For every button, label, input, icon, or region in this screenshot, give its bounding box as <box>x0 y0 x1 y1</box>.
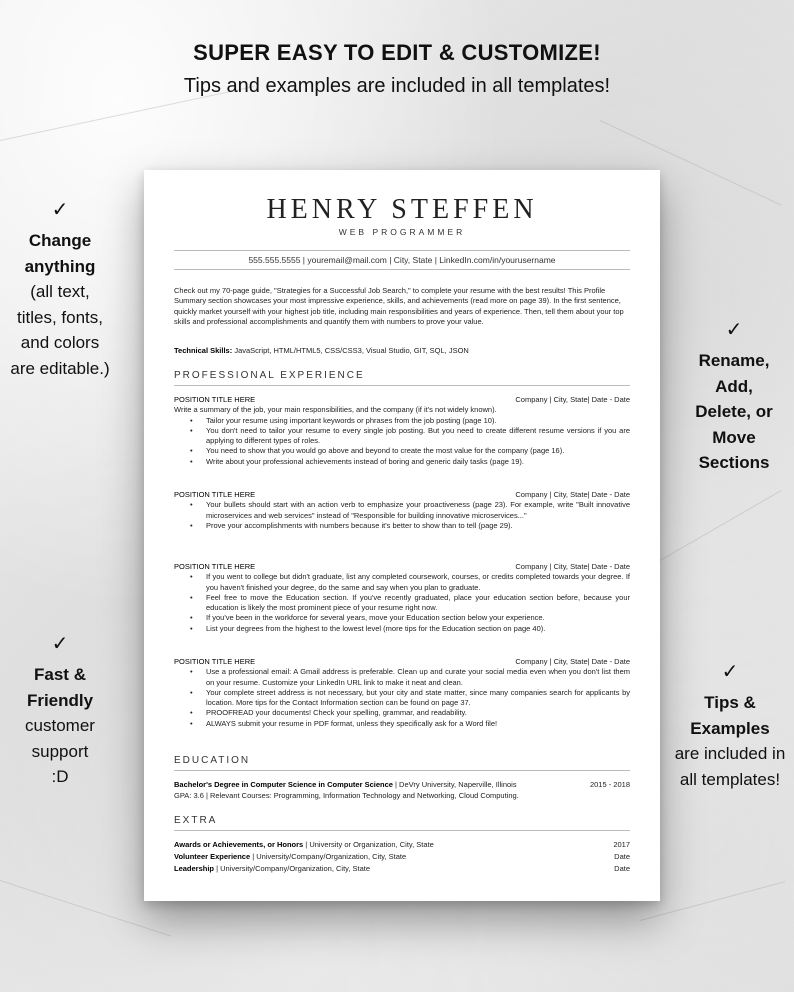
resume-role: WEB PROGRAMMER <box>338 227 466 237</box>
checkmark-icon: ✓ <box>51 199 69 221</box>
job-bullet: • Feel free to move the Education section. If you've recently graduated, place your education section before, because your education is likely the most prominent piece of your resume right now. <box>206 593 630 614</box>
resume-page <box>144 170 660 901</box>
callout-change-anything: ✓ Change anything (all text, titles, fonts, and colors are editable.) <box>0 198 120 381</box>
job-bullet: • If you went to college but didn't graduate, list any completed coursework, courses, or credits completed towards your degree. If you haven't finished your degree, do the same and say when you plan to graduate. <box>206 572 630 593</box>
job-bullet: • Tailor your resume using important keywords or phrases from the job posting (page 10). <box>206 416 630 426</box>
job-bullet: • Your complete street address is not necessary, but your city and state matter, since many companies search for applicants by location. More tips for the Contact Information section can be found on page 37. <box>206 688 630 709</box>
job-entry <box>174 395 630 467</box>
degree: Bachelor's Degree in Computer Science in Computer Science <box>174 780 393 789</box>
job-bullet: • Your bullets should start with an action verb to emphasize your proactiveness (page 23). For example, write "Built innovative microservices and web services" instead of "Responsible for building innovative microservices..." <box>206 500 630 521</box>
job-summary: Write a summary of the job, your main responsibilities, and the company (if it's not widely known). <box>174 405 497 415</box>
extra-entry: Awards or Achievements, or Honors | University or Organization, City, State 2017 <box>174 840 630 849</box>
job-bullet: • You don't need to tailor your resume to every single job posting. But you need to create different resume versions if you are applying to different types of roles. <box>206 426 630 447</box>
education-dates: 2015 - 2018 <box>589 780 630 789</box>
divider <box>174 250 630 251</box>
section-heading-education: EDUCATION <box>174 755 251 766</box>
checkmark-icon: ✓ <box>721 661 739 683</box>
job-bullet: • List your degrees from the highest to the lowest level (more tips for the Education section on page 40). <box>206 624 630 634</box>
education-details: GPA: 3.6 | Relevant Courses: Programming, Information Technology and Networking, Cloud Computing. <box>174 791 519 800</box>
page-title: SUPER EASY TO EDIT & CUSTOMIZE! <box>193 40 601 65</box>
job-bullet: • Prove your accomplishments with numbers because it's better to show than to tell (page 29). <box>206 521 630 531</box>
page-subtitle: Tips and examples are included in all templates! <box>183 75 611 97</box>
divider <box>174 830 630 831</box>
resume-name: HENRY STEFFEN <box>266 194 538 225</box>
job-meta: Company | City, State| Date - Date <box>515 657 630 666</box>
job-bullet: • PROOFREAD your documents! Check your spelling, grammar, and readability. <box>206 708 630 718</box>
job-entry <box>174 490 630 531</box>
job-title: POSITION TITLE HERE <box>174 395 256 404</box>
job-meta: Company | City, State| Date - Date <box>515 395 630 404</box>
callout-tips: ✓ Tips & Examples are included in all templates! <box>665 660 794 792</box>
job-meta: Company | City, State| Date - Date <box>515 490 630 499</box>
job-bullet: • Use a professional email: A Gmail address is preferable. Clean up and curate your social media even when you don't list them on your resume. Customize your LinkedIn URL link to make it neat and clean. <box>206 667 630 688</box>
callout-sections: ✓ Rename, Add, Delete, or Move Sections <box>678 318 790 476</box>
divider <box>174 385 630 386</box>
job-title: POSITION TITLE HERE <box>174 657 256 666</box>
divider <box>174 269 630 270</box>
checkmark-icon: ✓ <box>51 633 69 655</box>
contact-line: 555.555.5555 | youremail@mail.com | City, State | LinkedIn.com/in/yourusername <box>248 255 556 265</box>
job-bullet: • If you've been in the workforce for several years, move your Education section below your experience. <box>206 613 630 623</box>
job-bullet: • Write about your professional achievements instead of boring and generic daily tasks (page 19). <box>206 457 630 467</box>
school: | DeVry University, Naperville, Illinois <box>392 780 517 789</box>
extra-entry: Volunteer Experience | University/Company/Organization, City, State Date <box>174 852 630 861</box>
technical-skills: Technical Skills: JavaScript, HTML/HTML5, CSS/CSS3, Visual Studio, GIT, SQL, JSON <box>174 346 469 355</box>
job-title: POSITION TITLE HERE <box>174 562 256 571</box>
job-title: POSITION TITLE HERE <box>174 490 256 499</box>
divider <box>174 770 630 771</box>
job-entry <box>174 657 630 729</box>
job-meta: Company | City, State| Date - Date <box>515 562 630 571</box>
checkmark-icon: ✓ <box>725 319 743 341</box>
section-heading-extra: EXTRA <box>174 815 218 826</box>
job-bullet: • ALWAYS submit your resume in PDF format, unless they specifically ask for a Word file! <box>206 719 630 729</box>
extra-entry: Leadership | University/Company/Organization, City, State Date <box>174 864 630 873</box>
section-heading-experience: PROFESSIONAL EXPERIENCE <box>174 370 365 381</box>
job-entry <box>174 562 630 634</box>
job-bullet: • You need to show that you would go above and beyond to create the most value for the company (page 16). <box>206 446 630 456</box>
marble-vein <box>660 490 782 561</box>
callout-support: ✓ Fast & Friendly customer support :D <box>0 632 120 790</box>
profile-summary: Check out my 70-page guide, "Strategies for a Successful Job Search," to complete your resume with the best results! This Profile Summary section showcases your most impressive experience, skills, and achievements (read more on page 39). In the first sentence, quickly market yourself with your highest job title, including main responsibilities and years of experience. Then, tell them about your top skills and professional accomplishments and quantify them with numbers to prove your value. <box>174 286 624 326</box>
education-entry <box>174 780 630 790</box>
marble-vein <box>640 881 785 921</box>
